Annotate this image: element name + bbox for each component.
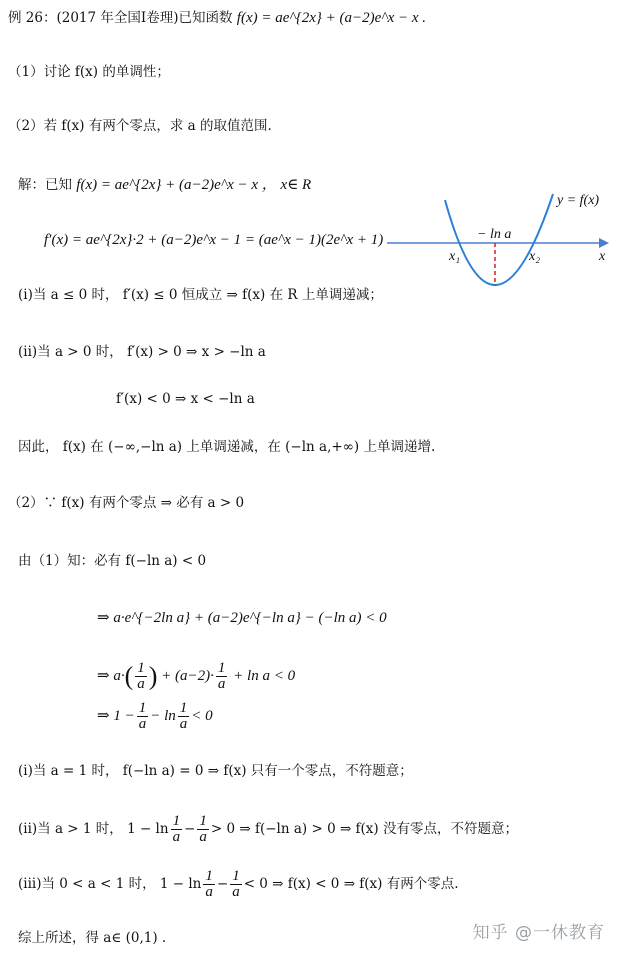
fraction-1-over-a: $\frac{1}{a}$	[138, 700, 147, 733]
inequality-step1: ⇒ a·e^{−2ln a} + (a−2)e^{−ln a} − (−ln a) < 0	[97, 610, 387, 626]
solution-intro-text: 解：已知	[18, 177, 72, 193]
x1-label: x₁	[449, 249, 461, 264]
part2-intro: （2）∵ f(x) 有两个零点 ⇒ 必有 a > 0	[8, 495, 245, 511]
question-1: （1）讨论 f(x) 的单调性；	[8, 64, 170, 80]
final-answer: 综上所述，得 a∈ (0,1) .	[18, 930, 167, 946]
derivative-formula: f′(x) = ae^{2x}·2 + (a−2)e^x − 1 = (ae^x − 1)(2e^x + 1)	[44, 232, 384, 248]
step3-end: < 0	[191, 708, 213, 724]
x-axis-label: x	[599, 249, 606, 264]
subcase-iii-prefix: (iii)当 0 < a < 1 时， 1 − ln	[18, 876, 202, 892]
x-axis-arrow-icon	[599, 238, 609, 248]
step2-middle: + (a−2)·	[161, 668, 214, 684]
problem-title	[8, 9, 426, 27]
minus-sign: −	[184, 821, 196, 837]
fraction-1-over-a: $\frac{1}{a}$	[172, 813, 181, 845]
function-sketch	[385, 188, 615, 298]
function-definition: f(x) = ae^{2x} + (a−2)e^x − x ， x∈ R	[76, 177, 312, 193]
fraction-1-over-a: $\frac{1}{a}$	[199, 813, 207, 845]
question-2: （2）若 f(x) 有两个零点，求 a 的取值范围.	[8, 118, 272, 134]
subcase-iii	[18, 867, 459, 901]
problem-function: f(x) = ae^{2x} + (a−2)e^x − x .	[236, 10, 427, 26]
subcase-ii-prefix: (ii)当 a > 1 时， 1 − ln	[18, 821, 169, 837]
vertex-label: − ln a	[477, 227, 512, 242]
inequality-step2: ⇒ a·( $\frac{1}{a}$ ) + (a−2)· $\frac{1}{a}$ + ln a < 0	[97, 660, 296, 693]
problem-title-text: 例 26：(2017 年全国Ⅰ卷理)已知函数	[8, 10, 233, 26]
fraction-1-over-a: $\frac{1}{a}$	[179, 700, 188, 733]
step3-prefix: ⇒ 1 −	[97, 708, 135, 724]
curve-label: y = f(x)	[557, 193, 600, 208]
monotonicity-conclusion: 因此， f(x) 在 (−∞,−ln a) 上单调递减，在 (−ln a,+∞) 上单调递增.	[18, 439, 436, 455]
fraction-1-over-a: $\frac{1}{a}$	[205, 868, 213, 900]
subcase-ii	[18, 812, 518, 846]
x2-label: x₂	[529, 249, 541, 264]
case-ii-line2: f′(x) < 0 ⇒ x < −ln a	[116, 391, 255, 407]
from-part1: 由（1）知：必有 f(−ln a) < 0	[18, 553, 207, 569]
fraction-1-over-a: $\frac{1}{a}$	[232, 868, 240, 900]
inequality-step3	[97, 699, 213, 733]
step2-prefix: ⇒ a·	[97, 668, 125, 684]
step3-middle: − ln	[150, 708, 176, 724]
solution-intro	[18, 176, 311, 194]
subcase-i: (i)当 a = 1 时， f(−ln a) = 0 ⇒ f(x) 只有一个零点，不符题意；	[18, 763, 413, 779]
fraction-1-over-a: $\frac{1}{a}$	[137, 660, 145, 693]
step2-end: + ln a < 0	[233, 668, 296, 684]
watermark: 知乎 @一休教育	[472, 923, 605, 943]
subcase-iii-suffix: < 0 ⇒ f(x) < 0 ⇒ f(x) 有两个零点.	[243, 876, 459, 892]
case-ii-line1: (ii)当 a > 0 时， f′(x) > 0 ⇒ x > −ln a	[18, 344, 266, 360]
minus-sign: −	[216, 876, 229, 892]
fraction-1-over-a: $\frac{1}{a}$	[217, 660, 226, 693]
subcase-ii-suffix: > 0 ⇒ f(−ln a) > 0 ⇒ f(x) 没有零点，不符题意；	[210, 821, 518, 837]
case-i: (i)当 a ≤ 0 时， f′(x) ≤ 0 恒成立 ⇒ f(x) 在 R 上单调递减；	[18, 287, 383, 303]
